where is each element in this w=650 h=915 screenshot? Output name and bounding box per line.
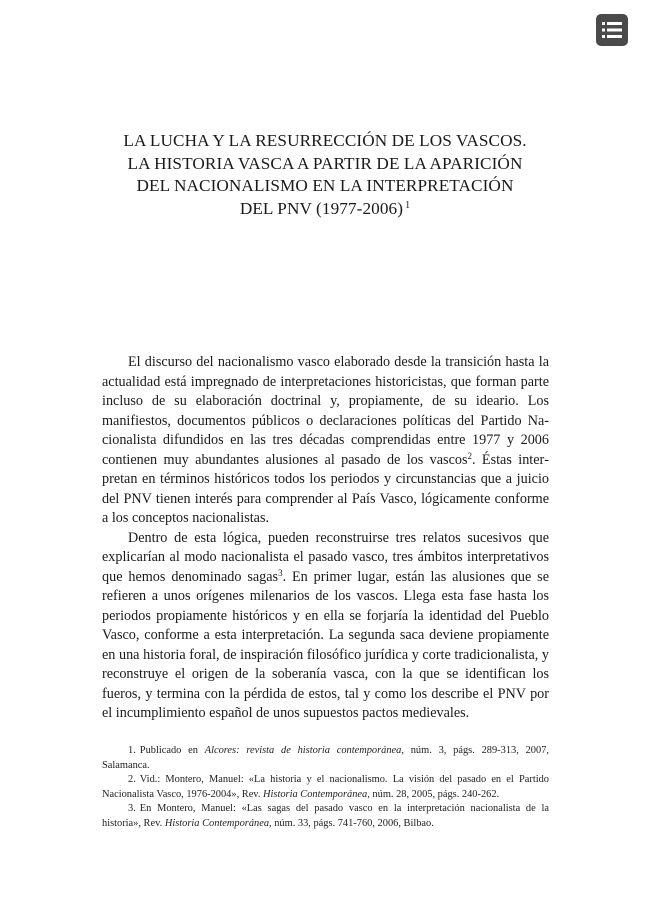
paragraph-2-text-b: . En primer lugar, están las alusiones que se refieren a unos orígenes milenarios de los vascos. Llega esta fase hasta los periodos propiamente históricos y en ella se forjaría la identidad del Pueblo Vasco, conforme a esta interpretación. La segunda saca deviene propiamente en una historia foral, de inspiración filosófico jurídica y corte tradicionalista, y reconstruye el origen de la soberanía vasca, con la que se identifican los fueros, y termina con la pérdida de estos, tal y como los describe el PNV por el incumplimiento español de unos supuestos pactos medievales. — [102, 568, 549, 721]
paragraph-2 — [102, 529, 549, 724]
title-line-4 — [80, 198, 570, 221]
title-line-1: LA LUCHA Y LA RESURRECCIÓN DE LOS VASCOS. — [123, 131, 527, 150]
footnote-journal: Alcores: revista de historia contemporánea — [204, 745, 402, 756]
article-title — [80, 130, 570, 220]
list-menu-icon — [601, 20, 623, 40]
footnote-text: , núm. 28, 2005, págs. 240-262. — [367, 788, 500, 800]
footnote-text: En Montero, Manuel: «Las sagas del pasado vasco en la interpretación nacionalista de la historia», Rev. — [102, 803, 549, 829]
footnote-1 — [102, 744, 549, 773]
footnote-number: 2. — [128, 774, 136, 786]
paragraph-1-text-a: El discurso del nacionalismo vasco elaborado desde la transición hasta la actualidad está impregnado de interpretaciones historicistas, que forman parte incluso de su elaboración doctrinal y, propiamente, de su ideario. Los manifiestos, documentos públicos o declaraciones políticas del Partido Nacionalista difundidos en las tres décadas comprendidas entre 1977 y 2006 contienen muy abundantes alusiones al pasado de los vascos — [102, 354, 549, 468]
body-text — [102, 353, 549, 724]
title-footnote-ref[interactable]: 1 — [405, 199, 411, 211]
footnote-3 — [102, 802, 549, 831]
title-line-3: DEL NACIONALISMO EN LA INTERPRETACIÓN — [136, 176, 514, 195]
menu-button[interactable] — [596, 14, 628, 46]
paragraph-1 — [102, 353, 549, 529]
footnotes — [102, 744, 549, 832]
footnote-number: 1. — [128, 745, 136, 756]
footnote-ref-3[interactable]: 3 — [278, 567, 283, 578]
footnote-journal: Historia Contemporánea — [164, 817, 270, 829]
footnote-ref-2[interactable]: 2 — [467, 450, 472, 461]
footnote-text: , núm. 3, págs. 289-313, 2007, Salamanca. — [102, 745, 549, 771]
footnote-text: Publicado en — [139, 745, 205, 756]
footnote-journal: Historia Contemporánea — [263, 788, 368, 800]
footnote-number: 3. — [128, 803, 136, 815]
footnote-text: Vid.: Montero, Manuel: «La historia y el nacionalismo. La visión del pasado en el Partido Nacionalista Vasco, 1976-2004», Rev. — [102, 774, 549, 800]
paragraph-2-text-a: Dentro de esta lógica, pueden reconstruirse tres relatos sucesivos que explicarían al modo nacionalista el pasado vasco, tres ámbitos interpretativos que hemos denominado sagas — [102, 529, 549, 585]
title-line-4-text: DEL PNV (1977-2006) — [239, 198, 404, 218]
footnote-text: , núm. 33, págs. 741-760, 2006, Bilbao. — [269, 817, 434, 829]
title-line-2: LA HISTORIA VASCA A PARTIR DE LA APARICIÓN — [127, 153, 523, 173]
footnote-2 — [102, 773, 549, 802]
paragraph-1-text-b: . Éstas interpretan en términos históricos todos los periodos y circunstancias que a juicio del PNV tienen interés para comprender al País Vasco, lógicamente conforme a los conceptos nacionalistas. — [102, 451, 549, 526]
